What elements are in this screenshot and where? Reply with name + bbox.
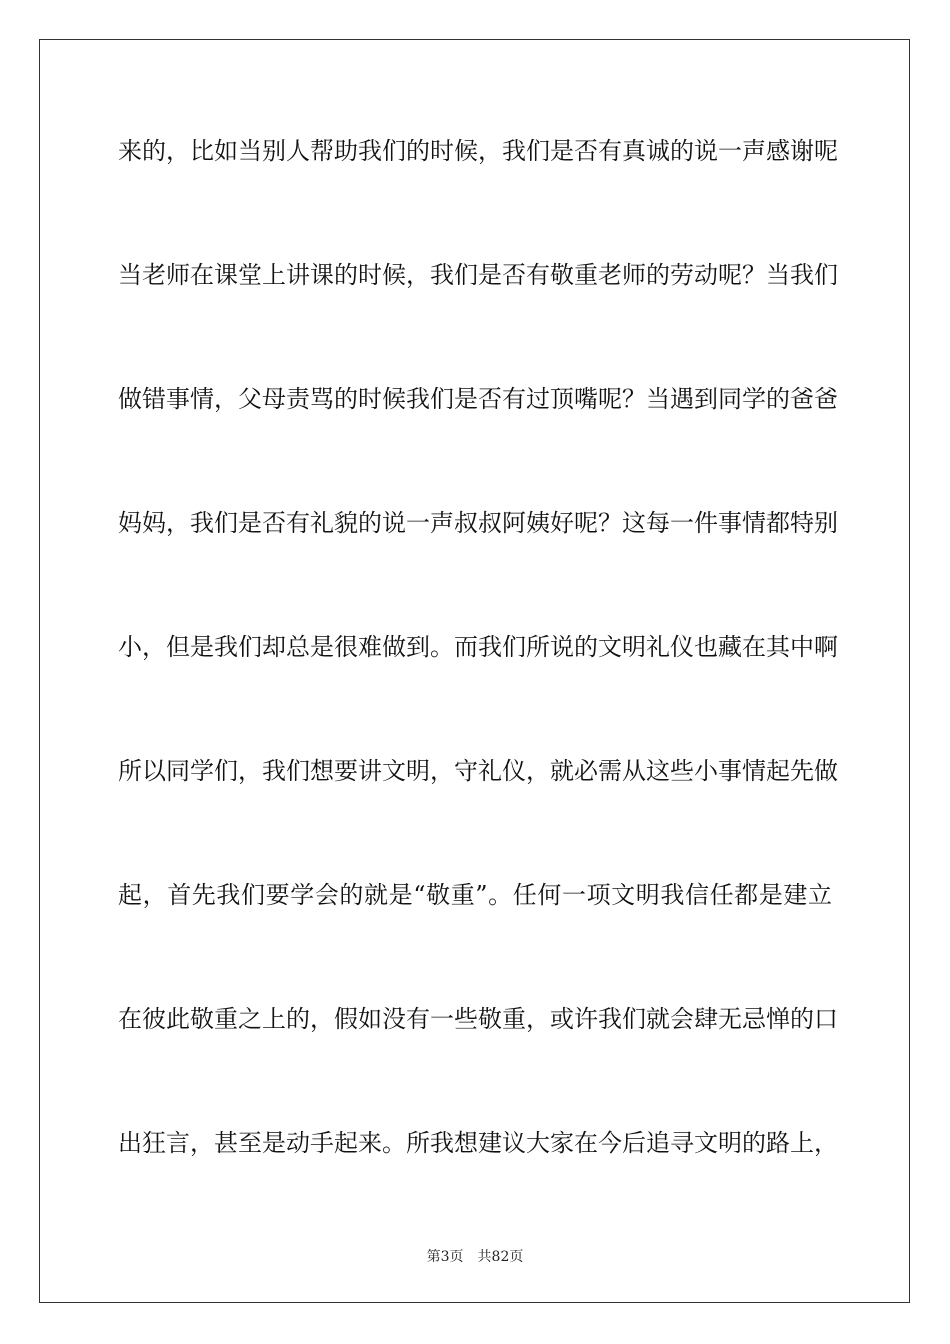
body-text-line-3: 做错事情，父母责骂的时候我们是否有过顶嘴呢？当遇到同学的爸爸 xyxy=(118,385,838,413)
body-text-line-7: 起，首先我们要学会的就是“敬重”。任何一项文明我信任都是建立 xyxy=(118,881,832,909)
body-text-line-4: 妈妈，我们是否有礼貌的说一声叔叔阿姨好呢？这每一件事情都特别 xyxy=(118,509,838,537)
page-frame xyxy=(39,39,910,1303)
body-text-line-9: 出狂言，甚至是动手起来。所我想建议大家在今后追寻文明的路上， xyxy=(118,1129,838,1157)
page-total: 共82页 xyxy=(477,1249,524,1265)
body-text-line-1: 来的，比如当别人帮助我们的时候，我们是否有真诚的说一声感谢呢 xyxy=(118,137,838,165)
page-number: 第3页 xyxy=(426,1249,464,1265)
body-text-line-8: 在彼此敬重之上的，假如没有一些敬重，或许我们就会肆无忌惮的口 xyxy=(118,1005,838,1033)
body-text-line-6: 所以同学们，我们想要讲文明，守礼仪，就必需从这些小事情起先做 xyxy=(118,757,838,785)
page-footer xyxy=(0,1248,950,1266)
body-text-line-5: 小，但是我们却总是很难做到。而我们所说的文明礼仪也藏在其中啊 xyxy=(118,633,838,661)
body-text-line-2: 当老师在课堂上讲课的时候，我们是否有敬重老师的劳动呢？当我们 xyxy=(118,261,838,289)
